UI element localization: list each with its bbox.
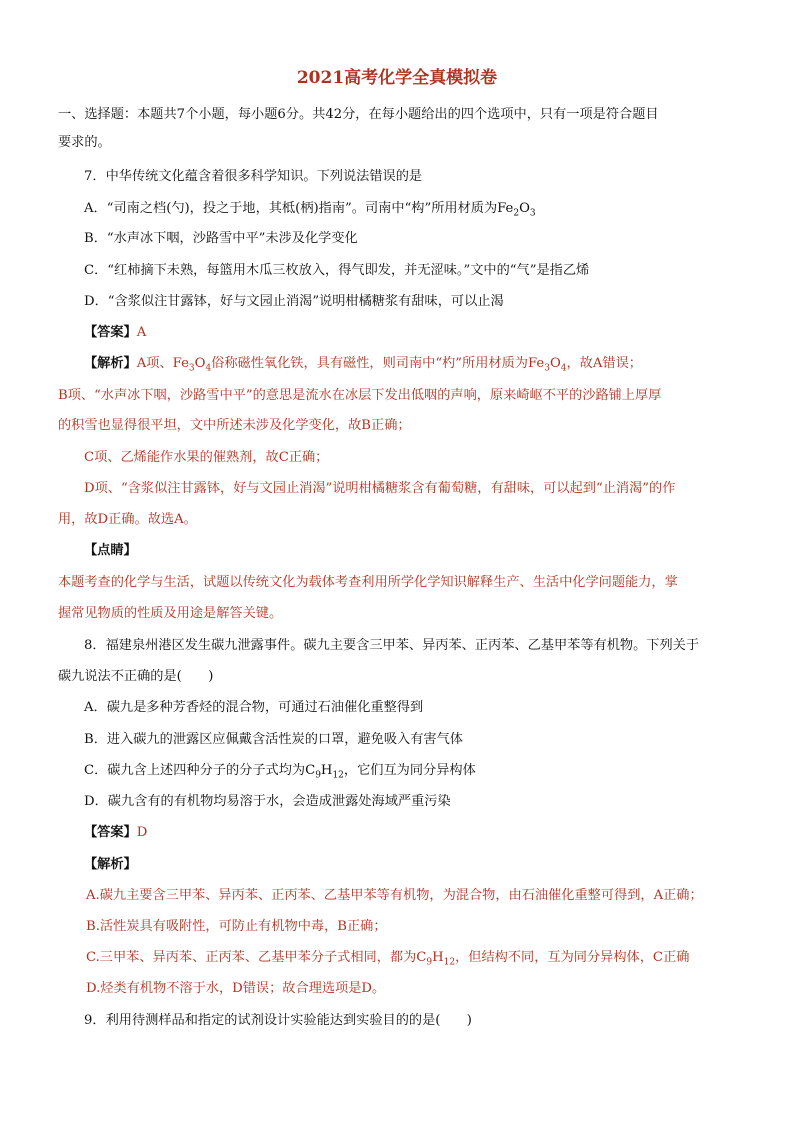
q7-explanation-1: 【解析】A项、$Fe_3O_4$俗称磁性氧化铁，具有磁性，则司南中“杓”所用材质为$Fe_3O_4$，故A错误；	[84, 356, 642, 374]
q7-point-2: 握常见物质的性质及用途是解答关键。	[58, 606, 283, 621]
q8-answer: 【答案】D	[84, 825, 148, 840]
section-intro: 一、选择题：本题共7个小题，每小题6分。共42分，在每小题给出的四个选项中，只有一项是符合题目	[58, 107, 659, 122]
q8-explanation-2: B.活性炭具有吸附性，可防止有机物中毒，B正确；	[86, 919, 387, 934]
section-intro-cont: 要求的。	[58, 135, 111, 150]
q7-explanation-2: B项、“水声冰下咽，沙路雪中平”的意思是流水在冰层下发出低咽的声响，原来崎岖不平的沙路铺上厚厚	[58, 388, 662, 403]
q8-option-b: B．进入碳九的泄露区应佩戴含活性炭的口罩，避免吸入有害气体	[84, 732, 463, 747]
page-title: 2021高考化学全真模拟卷	[296, 68, 498, 88]
q7-point-1: 本题考查的化学与生活，试题以传统文化为载体考查利用所学化学知识解释生产、生活中化学问题能力，掌	[58, 575, 678, 590]
q8-option-c: C．碳九含上述四种分子的分子式均为$C_9H_{12}$，它们互为同分异构体	[84, 763, 476, 781]
q7-option-c: C．“红柿摘下未熟，每篮用木瓜三枚放入，得气即发，并无涩味。”文中的“气”是指乙烯	[84, 263, 590, 278]
q8-explanation-heading: 【解析】	[84, 857, 137, 872]
q7-stem: 7．中华传统文化蕴含着很多科学知识。下列说法错误的是	[84, 169, 423, 184]
q7-option-b: B．“水声冰下咽，沙路雪中平”未涉及化学变化	[84, 231, 358, 246]
q7-explanation-6: 用，故D正确。故选A。	[58, 512, 197, 527]
q8-explanation-3: C.三甲苯、异丙苯、正丙苯、乙基甲苯分子式相同，都为$C_9H_{12}$，但结构不同，互为同分异构体，C正确	[86, 950, 690, 968]
q7-explanation-5: D项、“含浆似注甘露钵，好与文园止消渴”说明柑橘糖浆含有葡萄糖，有甜味，可以起到“止消渴”的作	[84, 481, 676, 496]
q7-option-a: A．“司南之档(勺)，投之于地，其柢(柄)指南”。司南中“构”所用材质为$Fe_2O_3$	[84, 201, 536, 219]
q7-explanation-3: 的积雪也显得很平坦，文中所述未涉及化学变化，故B正确；	[58, 418, 411, 433]
q7-answer: 【答案】A	[84, 325, 147, 340]
q8-stem: 8．福建泉州港区发生碳九泄露事件。碳九主要含三甲苯、异丙苯、正丙苯、乙基甲苯等有机物。下列关于	[84, 638, 700, 653]
q7-point-heading: 【点睛】	[84, 543, 137, 558]
q8-option-d: D．碳九含有的有机物均易溶于水，会造成泄露处海域严重污染	[84, 794, 451, 809]
q8-stem-cont: 碳九说法不正确的是( )	[58, 669, 214, 684]
q7-explanation-4: C项、乙烯能作水果的催熟剂，故C正确；	[84, 450, 329, 465]
q8-explanation-4: D.烃类有机物不溶于水，D错误；故合理选项是D。	[86, 981, 386, 996]
q8-option-a: A．碳九是多种芳香烃的混合物，可通过石油催化重整得到	[84, 700, 424, 715]
q9-stem: 9．利用待测样品和指定的试剂设计实验能达到实验目的的是( )	[84, 1013, 472, 1028]
q8-explanation-1: A.碳九主要含三甲苯、异丙苯、正丙苯、乙基甲苯等有机物，为混合物，由石油催化重整可得到，A正确；	[86, 888, 703, 903]
q7-option-d: D．“含浆似注甘露钵，好与文园止消渴”说明柑橘糖浆有甜味，可以止渴	[84, 294, 504, 309]
